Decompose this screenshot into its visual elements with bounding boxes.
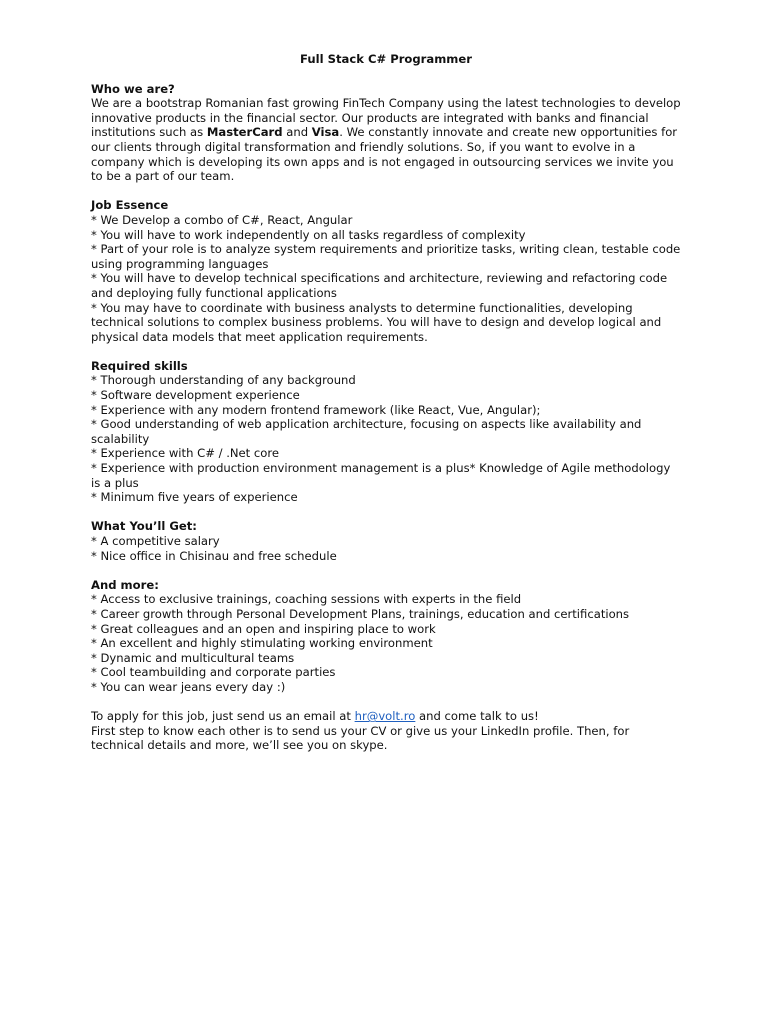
job-essence-heading: Job Essence [91,198,169,213]
list-item: * You can wear jeans every day :) [91,679,286,694]
list-item: * We Develop a combo of C#, React, Angular [91,212,353,227]
apply-text-after: and come talk to us! [415,709,539,724]
who-we-are-text-3: . We constantly innovate and create new opportunities for our clients through digital transformation and friendly solutions. So, if you want to evolve in a company which is developing its own apps and is not engaged in outsourcing services we invite you to be a part of our team. [91,125,678,184]
list-item: * Access to exclusive trainings, coaching sessions with experts in the field [91,592,522,607]
who-we-are-text-1: We are a bootstrap Romanian fast growing FinTech Company using the latest technologies to develop innovative products in the financial sector. Our products are integrated with banks and financial institutions such as [91,96,681,140]
job-posting-document [91,52,681,768]
and-more-heading: And more: [91,577,159,592]
list-item: * You will have to work independently on all tasks regardless of complexity [91,227,526,242]
list-item: * Good understanding of web application architecture, focusing on aspects like availability and scalability [91,417,642,446]
list-item: * Part of your role is to analyze system requirements and prioritize tasks, writing clean, testable code using programming languages [91,242,681,271]
list-item: * A competitive salary [91,534,220,548]
list-item: * Career growth through Personal Development Plans, trainings, education and certifications [91,606,630,621]
job-essence-section [91,198,681,344]
document-title: Full Stack C# Programmer [300,52,472,66]
list-item: * Nice office in Chisinau and free schedule [91,548,337,563]
brand-mastercard: MasterCard [206,125,283,140]
list-item: * Thorough understanding of any background [91,373,356,388]
apply-text-before: To apply for this job, just send us an email at [91,709,355,724]
who-we-are-paragraph [91,96,681,184]
list-item: * You may have to coordinate with business analysts to determine functionalities, developing technical solutions to complex business problems. You will have to design and develop logical and physical data models that meet application requirements. [91,300,662,344]
list-item: * Software development experience [91,388,300,403]
who-we-are-text-2: and [282,125,312,140]
who-we-are-section [91,82,681,184]
who-we-are-heading: Who we are? [91,81,175,96]
list-item: * You will have to develop technical specifications and architecture, reviewing and refactoring code and deploying fully functional applications [91,271,668,300]
list-item: * Minimum five years of experience [91,490,298,505]
list-item: * Great colleagues and an open and inspiring place to work [91,621,436,636]
what-you-get-section [91,519,681,563]
list-item: * Cool teambuilding and corporate parties [91,665,336,680]
and-more-section [91,578,681,695]
apply-line-1 [91,709,681,724]
brand-visa: Visa [311,125,340,140]
list-item: * Experience with C# / .Net core [91,446,280,461]
apply-line-2: First step to know each other is to send us your CV or give us your LinkedIn profile. Then, for technical details and more, we’ll see you on skype. [91,723,630,753]
email-link[interactable]: hr@volt.ro [354,709,416,724]
required-skills-heading: Required skills [91,358,188,373]
list-item: * Dynamic and multicultural teams [91,650,295,665]
required-skills-section [91,359,681,505]
list-item: * Experience with production environment management is a plus* Knowledge of Agile methodology is a plus [91,461,671,490]
apply-section [91,709,681,753]
what-you-get-heading: What You’ll Get: [91,519,197,534]
list-item: * Experience with any modern frontend framework (like React, Vue, Angular); [91,402,541,417]
list-item: * An excellent and highly stimulating working environment [91,636,433,651]
